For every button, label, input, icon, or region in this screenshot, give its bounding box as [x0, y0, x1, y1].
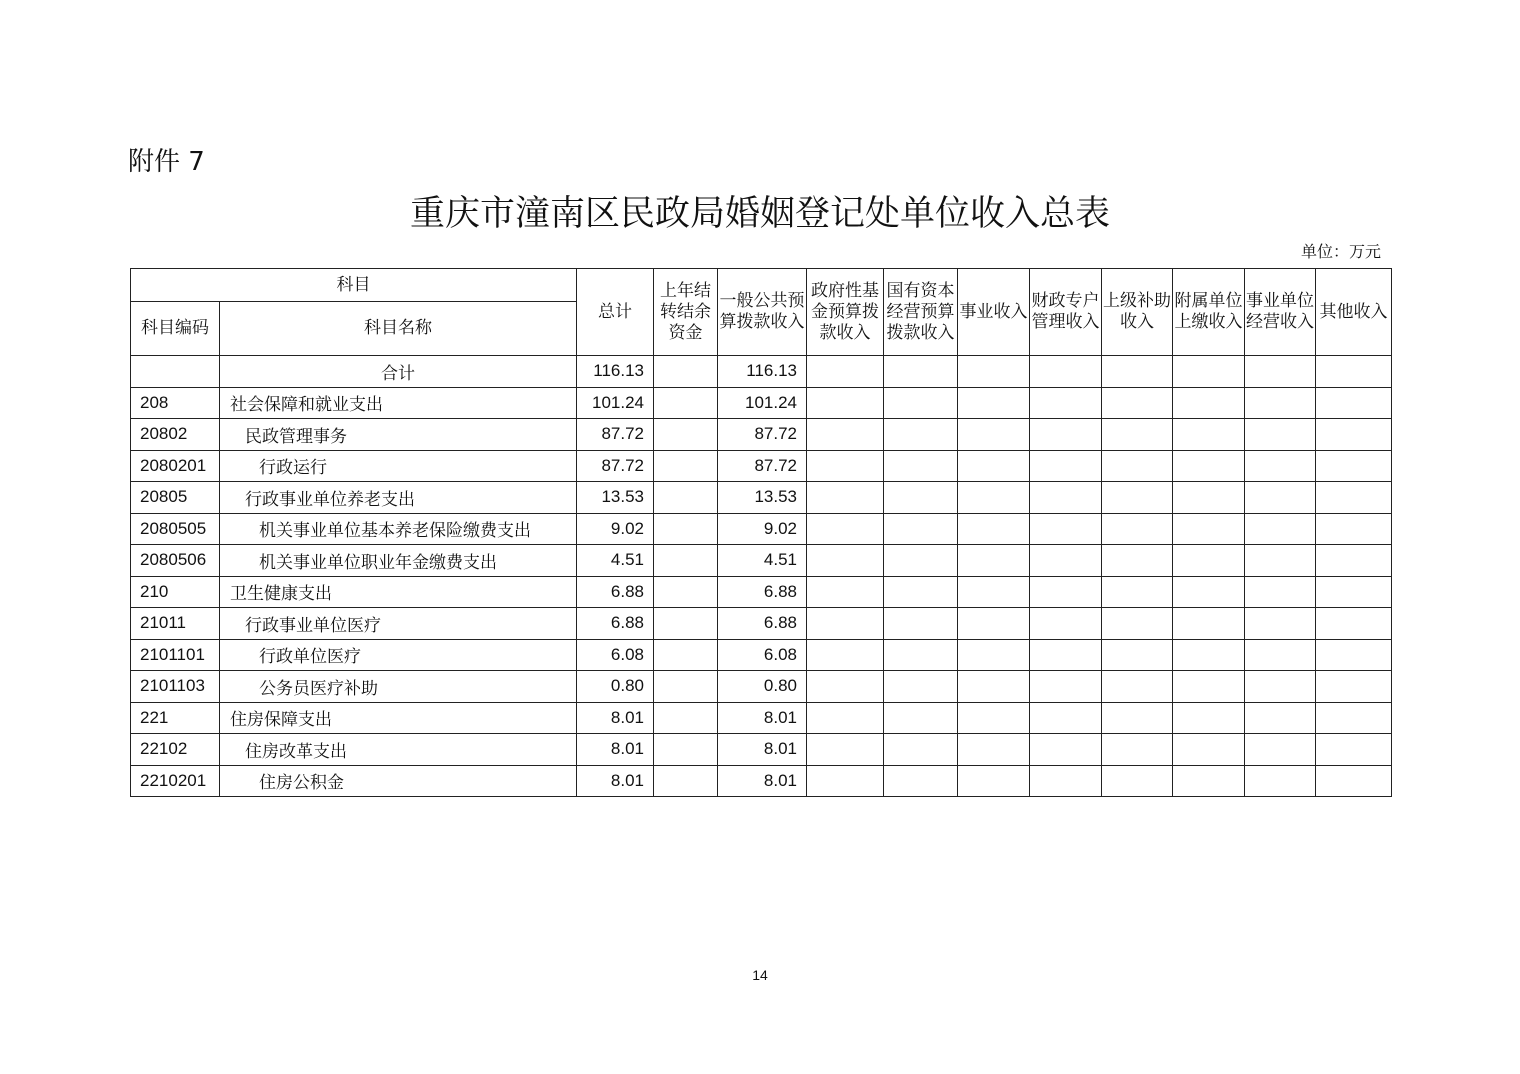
empty-cell [1173, 702, 1245, 734]
empty-cell [807, 513, 884, 545]
empty-cell [1245, 450, 1316, 482]
total-row [131, 356, 1392, 388]
header-subject-name: 科目名称 [220, 302, 577, 356]
table-row [131, 765, 1392, 797]
empty-cell [1316, 734, 1392, 766]
empty-cell [1245, 482, 1316, 514]
empty-cell [1173, 608, 1245, 640]
table-row [131, 608, 1392, 640]
table-row [131, 545, 1392, 577]
subject-name: 住房改革支出 [220, 734, 577, 766]
total-amount: 6.08 [577, 639, 654, 671]
empty-cell [1030, 387, 1102, 419]
empty-cell [654, 419, 718, 451]
total-amount: 0.80 [577, 671, 654, 703]
empty-cell [807, 576, 884, 608]
empty-cell [1316, 450, 1392, 482]
empty-cell [1030, 545, 1102, 577]
empty-cell [1102, 639, 1173, 671]
empty-cell [1173, 450, 1245, 482]
empty-cell [1102, 765, 1173, 797]
empty-cell [1173, 482, 1245, 514]
empty-cell [654, 482, 718, 514]
header-col-general-budget: 一般公共预算拨款收入 [718, 269, 807, 356]
empty-cell [1245, 639, 1316, 671]
empty-cell [807, 765, 884, 797]
empty-cell [1173, 671, 1245, 703]
empty-cell [654, 734, 718, 766]
empty-cell [1316, 545, 1392, 577]
empty-cell [1102, 671, 1173, 703]
table-row [131, 482, 1392, 514]
empty-cell [1030, 513, 1102, 545]
empty-cell [654, 545, 718, 577]
subject-code: 2080201 [131, 450, 220, 482]
general-budget-amount: 6.88 [718, 608, 807, 640]
subject-name: 行政单位医疗 [220, 639, 577, 671]
empty-cell [958, 765, 1030, 797]
total-amount: 87.72 [577, 419, 654, 451]
empty-cell [1245, 734, 1316, 766]
table-row [131, 671, 1392, 703]
empty-cell [958, 702, 1030, 734]
empty-cell [1245, 576, 1316, 608]
general-budget-amount: 4.51 [718, 545, 807, 577]
empty-cell [1102, 734, 1173, 766]
empty-cell [884, 356, 958, 388]
empty-cell [958, 387, 1030, 419]
table-row [131, 419, 1392, 451]
empty-cell [807, 356, 884, 388]
empty-cell [1245, 702, 1316, 734]
total-amount: 101.24 [577, 387, 654, 419]
empty-cell [1173, 545, 1245, 577]
empty-cell [884, 608, 958, 640]
subject-code: 22102 [131, 734, 220, 766]
empty-cell [1102, 576, 1173, 608]
empty-cell [884, 450, 958, 482]
empty-cell [1316, 419, 1392, 451]
table-row [131, 387, 1392, 419]
subject-code: 221 [131, 702, 220, 734]
empty-cell [807, 734, 884, 766]
empty-cell [884, 513, 958, 545]
header-col-subordinate-remit: 附属单位上缴收入 [1173, 269, 1245, 356]
table-row [131, 734, 1392, 766]
subject-name: 机关事业单位基本养老保险缴费支出 [220, 513, 577, 545]
empty-cell [1316, 576, 1392, 608]
total-amount: 8.01 [577, 702, 654, 734]
empty-cell [884, 734, 958, 766]
empty-cell [1245, 387, 1316, 419]
total-amount: 9.02 [577, 513, 654, 545]
subject-code: 2080505 [131, 513, 220, 545]
empty-cell [807, 639, 884, 671]
empty-cell [1173, 576, 1245, 608]
empty-cell [1316, 639, 1392, 671]
empty-cell [807, 608, 884, 640]
header-col-business-income: 事业收入 [958, 269, 1030, 356]
general-budget-amount: 13.53 [718, 482, 807, 514]
empty-cell [1102, 702, 1173, 734]
empty-cell [958, 639, 1030, 671]
empty-cell [1316, 387, 1392, 419]
subject-code: 20802 [131, 419, 220, 451]
empty-cell [1030, 671, 1102, 703]
empty-cell [1245, 356, 1316, 388]
empty-cell [884, 639, 958, 671]
empty-cell [654, 608, 718, 640]
empty-cell [654, 671, 718, 703]
subject-code: 2210201 [131, 765, 220, 797]
general-budget-amount: 6.88 [718, 576, 807, 608]
empty-cell [1173, 765, 1245, 797]
subject-code: 2101103 [131, 671, 220, 703]
empty-cell [1102, 545, 1173, 577]
empty-cell [1102, 482, 1173, 514]
table-row [131, 576, 1392, 608]
header-col-gov-fund: 政府性基金预算拨款收入 [807, 269, 884, 356]
empty-cell [1030, 356, 1102, 388]
total-amount: 6.88 [577, 608, 654, 640]
empty-cell [1030, 482, 1102, 514]
empty-cell [1030, 734, 1102, 766]
empty-cell [884, 765, 958, 797]
page-number: 14 [752, 967, 768, 983]
header-col-other-income: 其他收入 [1316, 269, 1392, 356]
empty-cell [1316, 482, 1392, 514]
empty-cell [1316, 356, 1392, 388]
unit-label: 单位：万元 [1300, 242, 1381, 261]
empty-cell [654, 450, 718, 482]
empty-cell [1245, 513, 1316, 545]
total-code-cell [131, 356, 220, 388]
empty-cell [884, 419, 958, 451]
header-subject: 科目 [131, 269, 577, 302]
general-budget-amount: 87.72 [718, 419, 807, 451]
header-col-superior-subsidy: 上级补助收入 [1102, 269, 1173, 356]
empty-cell [884, 671, 958, 703]
subject-name: 民政管理事务 [220, 419, 577, 451]
general-budget-amount: 9.02 [718, 513, 807, 545]
empty-cell [654, 639, 718, 671]
income-summary-table [130, 268, 1392, 797]
subject-code: 20805 [131, 482, 220, 514]
subject-name: 机关事业单位职业年金缴费支出 [220, 545, 577, 577]
empty-cell [654, 702, 718, 734]
total-label: 合计 [220, 356, 577, 388]
empty-cell [1316, 671, 1392, 703]
total-amount: 116.13 [577, 356, 654, 388]
empty-cell [1030, 419, 1102, 451]
general-budget-amount: 6.08 [718, 639, 807, 671]
empty-cell [884, 702, 958, 734]
empty-cell [958, 450, 1030, 482]
subject-code: 208 [131, 387, 220, 419]
empty-cell [654, 765, 718, 797]
empty-cell [1245, 671, 1316, 703]
header-total: 总计 [577, 269, 654, 356]
empty-cell [1173, 387, 1245, 419]
empty-cell [958, 482, 1030, 514]
empty-cell [1316, 702, 1392, 734]
subject-code: 210 [131, 576, 220, 608]
general-budget-amount: 101.24 [718, 387, 807, 419]
empty-cell [1030, 765, 1102, 797]
empty-cell [884, 387, 958, 419]
general-budget-amount: 87.72 [718, 450, 807, 482]
empty-cell [1102, 419, 1173, 451]
general-budget-amount: 8.01 [718, 734, 807, 766]
table-row [131, 702, 1392, 734]
subject-name: 社会保障和就业支出 [220, 387, 577, 419]
empty-cell [1173, 639, 1245, 671]
empty-cell [958, 356, 1030, 388]
subject-name: 行政运行 [220, 450, 577, 482]
empty-cell [807, 702, 884, 734]
subject-name: 住房保障支出 [220, 702, 577, 734]
empty-cell [884, 576, 958, 608]
total-amount: 13.53 [577, 482, 654, 514]
attachment-label: 附件 7 [128, 147, 205, 177]
empty-cell [1316, 513, 1392, 545]
empty-cell [1316, 765, 1392, 797]
empty-cell [958, 608, 1030, 640]
empty-cell [807, 482, 884, 514]
header-col-special-account: 财政专户管理收入 [1030, 269, 1102, 356]
total-amount: 8.01 [577, 734, 654, 766]
empty-cell [1173, 734, 1245, 766]
empty-cell [1173, 356, 1245, 388]
empty-cell [1173, 513, 1245, 545]
empty-cell [958, 545, 1030, 577]
empty-cell [1173, 419, 1245, 451]
empty-cell [884, 482, 958, 514]
subject-name: 行政事业单位养老支出 [220, 482, 577, 514]
empty-cell [654, 387, 718, 419]
empty-cell [1030, 608, 1102, 640]
subject-name: 行政事业单位医疗 [220, 608, 577, 640]
header-col-state-capital: 国有资本经营预算拨款收入 [884, 269, 958, 356]
subject-name: 卫生健康支出 [220, 576, 577, 608]
empty-cell [1316, 608, 1392, 640]
empty-cell [654, 576, 718, 608]
empty-cell [1030, 576, 1102, 608]
empty-cell [884, 545, 958, 577]
empty-cell [1102, 356, 1173, 388]
table-row [131, 450, 1392, 482]
table-row [131, 513, 1392, 545]
empty-cell [654, 356, 718, 388]
subject-code: 2101101 [131, 639, 220, 671]
total-amount: 87.72 [577, 450, 654, 482]
empty-cell [1245, 545, 1316, 577]
general-budget-amount: 8.01 [718, 702, 807, 734]
total-amount: 4.51 [577, 545, 654, 577]
general-budget-amount: 8.01 [718, 765, 807, 797]
empty-cell [1102, 608, 1173, 640]
page-title: 重庆市潼南区民政局婚姻登记处单位收入总表 [409, 194, 1110, 234]
subject-code: 2080506 [131, 545, 220, 577]
header-row-1 [131, 269, 1392, 302]
empty-cell [807, 545, 884, 577]
empty-cell [1102, 387, 1173, 419]
empty-cell [807, 450, 884, 482]
empty-cell [1102, 450, 1173, 482]
empty-cell [958, 671, 1030, 703]
empty-cell [1030, 639, 1102, 671]
empty-cell [958, 419, 1030, 451]
table-row [131, 639, 1392, 671]
empty-cell [1030, 702, 1102, 734]
empty-cell [1030, 450, 1102, 482]
empty-cell [654, 513, 718, 545]
header-col-operating-income: 事业单位经营收入 [1245, 269, 1316, 356]
empty-cell [958, 576, 1030, 608]
empty-cell [1245, 765, 1316, 797]
empty-cell [807, 419, 884, 451]
empty-cell [1245, 608, 1316, 640]
total-amount: 6.88 [577, 576, 654, 608]
subject-code: 21011 [131, 608, 220, 640]
total-general-budget: 116.13 [718, 356, 807, 388]
total-amount: 8.01 [577, 765, 654, 797]
general-budget-amount: 0.80 [718, 671, 807, 703]
header-subject-code: 科目编码 [131, 302, 220, 356]
empty-cell [958, 513, 1030, 545]
empty-cell [807, 387, 884, 419]
empty-cell [1245, 419, 1316, 451]
subject-name: 住房公积金 [220, 765, 577, 797]
empty-cell [958, 734, 1030, 766]
empty-cell [1102, 513, 1173, 545]
subject-name: 公务员医疗补助 [220, 671, 577, 703]
empty-cell [807, 671, 884, 703]
header-col-prior-year-balance: 上年结转结余资金 [654, 269, 718, 356]
